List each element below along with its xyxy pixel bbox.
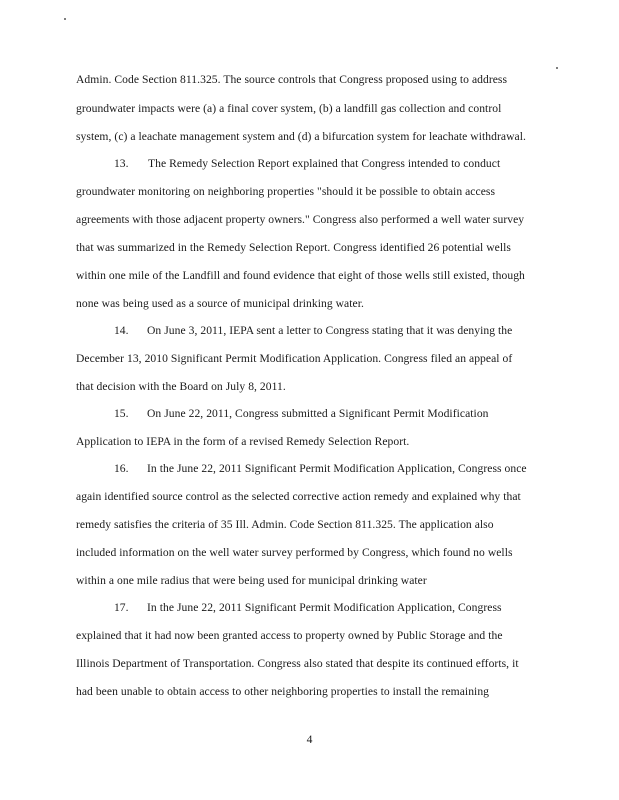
text-line: within a one mile radius that were being used for municipal drinking water bbox=[76, 574, 427, 587]
text-line: groundwater impacts were (a) a final cover system, (b) a landfill gas collection and control bbox=[76, 102, 502, 115]
paragraph-number: 13. bbox=[114, 157, 129, 170]
paragraph-number: 16. bbox=[114, 462, 129, 475]
text-line: The Remedy Selection Report explained that Congress intended to conduct bbox=[148, 157, 501, 170]
text-line: again identified source control as the selected corrective action remedy and explained why that bbox=[76, 490, 521, 503]
text-line: agreements with those adjacent property owners." Congress also performed a well water survey bbox=[76, 213, 525, 226]
text-line: Admin. Code Section 811.325. The source controls that Congress proposed using to address bbox=[76, 73, 508, 86]
text-line: Application to IEPA in the form of a revised Remedy Selection Report. bbox=[76, 435, 410, 448]
text-line: groundwater monitoring on neighboring properties "should it be possible to obtain access bbox=[76, 185, 496, 198]
text-line: explained that it had now been granted access to property owned by Public Storage and the bbox=[76, 629, 503, 642]
scan-speck bbox=[64, 18, 66, 20]
text-line: within one mile of the Landfill and found evidence that eight of those wells still existed, though bbox=[76, 269, 525, 282]
scan-speck bbox=[556, 67, 558, 69]
text-line: On June 3, 2011, IEPA sent a letter to Congress stating that it was denying the bbox=[147, 324, 513, 337]
page-number: 4 bbox=[306, 733, 313, 746]
text-line: Illinois Department of Transportation. Congress also stated that despite its continued efforts, it bbox=[76, 657, 519, 670]
text-line: had been unable to obtain access to other neighboring properties to install the remaining bbox=[76, 685, 490, 698]
text-line: that was summarized in the Remedy Selection Report. Congress identified 26 potential wells bbox=[76, 241, 511, 254]
text-line: On June 22, 2011, Congress submitted a Significant Permit Modification bbox=[147, 407, 489, 420]
text-line: none was being used as a source of municipal drinking water. bbox=[76, 297, 364, 310]
text-line: remedy satisfies the criteria of 35 Ill. Admin. Code Section 811.325. The application also bbox=[76, 518, 494, 531]
text-line: that decision with the Board on July 8, 2011. bbox=[76, 380, 286, 393]
text-line: included information on the well water survey performed by Congress, which found no wells bbox=[76, 546, 513, 559]
paragraph-number: 15. bbox=[114, 407, 129, 420]
paragraph-number: 14. bbox=[114, 324, 129, 337]
text-line: In the June 22, 2011 Significant Permit Modification Application, Congress bbox=[147, 601, 502, 614]
text-line: December 13, 2010 Significant Permit Modification Application. Congress filed an appeal of bbox=[76, 352, 513, 365]
paragraph-number: 17. bbox=[114, 601, 129, 614]
text-line: In the June 22, 2011 Significant Permit Modification Application, Congress once bbox=[147, 462, 527, 475]
text-line: system, (c) a leachate management system and (d) a bifurcation system for leachate withdrawal. bbox=[76, 130, 526, 143]
